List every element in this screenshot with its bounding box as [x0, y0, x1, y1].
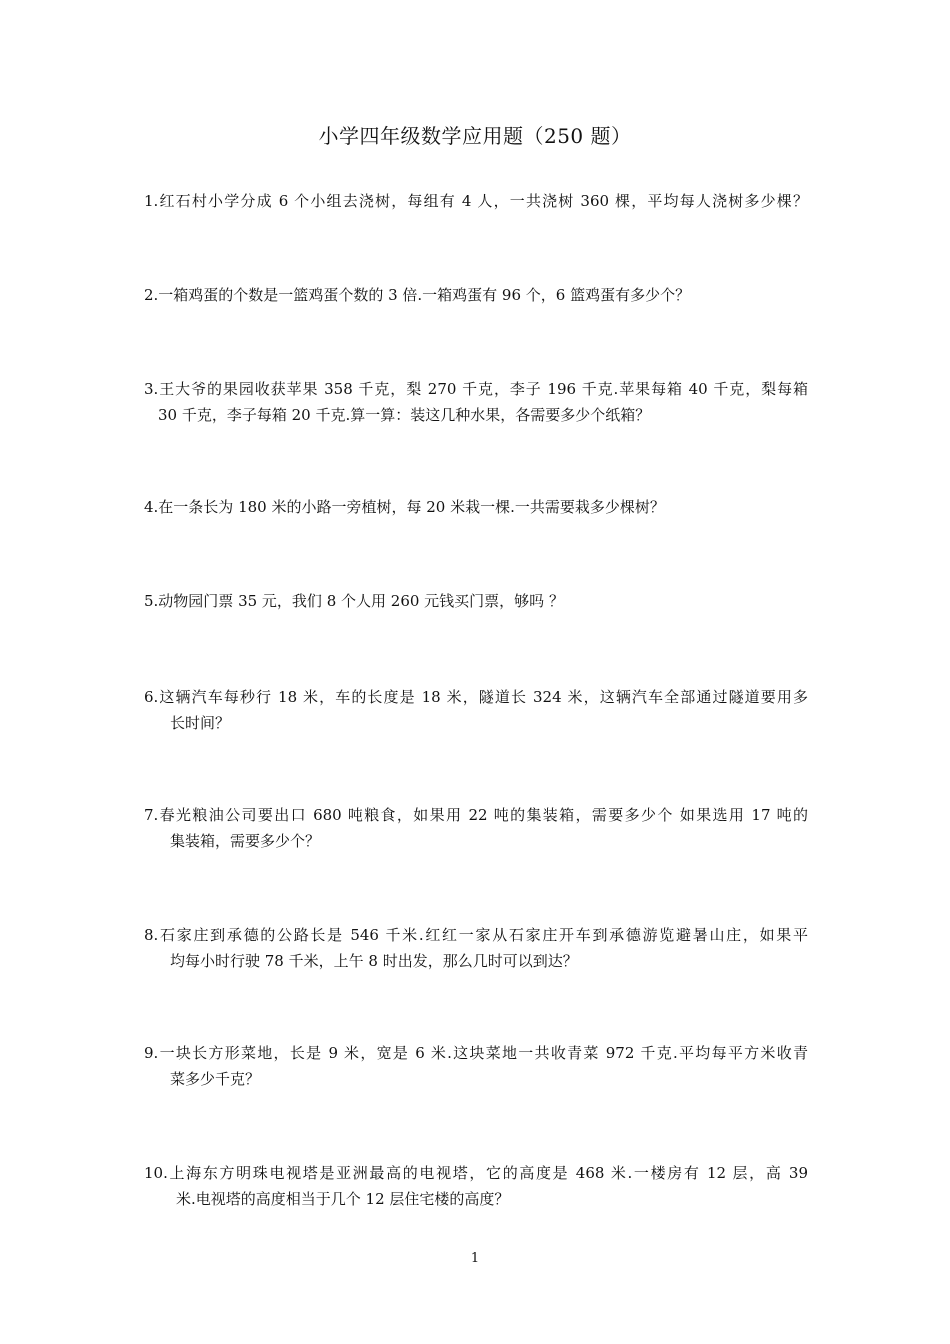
- question-6: [144, 684, 808, 736]
- question-9: [144, 1040, 808, 1092]
- question-1: [144, 188, 808, 214]
- question-7-line-2: 集装箱，需要多少个？: [170, 832, 321, 850]
- question-10-line-2: 米.电视塔的高度相当于几个 12 层住宅楼的高度？: [176, 1190, 510, 1208]
- question-6-line-1: 6.这辆汽车每秒行 18 米，车的长度是 18 米，隧道长 324 米，这辆汽车全部通过隧道要用多: [144, 688, 808, 706]
- question-3-line-1: 3.王大爷的果园收获苹果 358 千克，梨 270 千克，李子 196 千克.苹果每箱 40 千克，梨每箱: [144, 380, 808, 398]
- question-2: [144, 282, 808, 308]
- question-4-line-1: 4.在一条长为 180 米的小路一旁植树，每 20 米栽一棵.一共需要栽多少棵树？: [144, 498, 665, 516]
- question-8-line-2: 均每小时行驶 78 千米，上午 8 时出发，那么几时可以到达？: [170, 952, 578, 970]
- question-1-line-1: 1.红石村小学分成 6 个小组去浇树，每组有 4 人，一共浇树 360 棵，平均每人浇树多少棵？: [144, 192, 808, 210]
- question-6-line-2: 长时间？: [170, 714, 231, 732]
- question-2-line-1: 2.一箱鸡蛋的个数是一篮鸡蛋个数的 3 倍.一箱鸡蛋有 96 个，6 篮鸡蛋有多少个？: [144, 286, 691, 304]
- question-10-line-1: 10.上海东方明珠电视塔是亚洲最高的电视塔，它的高度是 468 米.一楼房有 12 层，高 39: [144, 1164, 808, 1182]
- document-title: 小学四年级数学应用题（250 题）: [318, 124, 632, 148]
- question-8: [144, 922, 808, 974]
- question-8-line-1: 8.石家庄到承德的公路长是 546 千米.红红一家从石家庄开车到承德游览避暑山庄，如果平: [144, 926, 808, 944]
- question-7-line-1: 7.春光粮油公司要出口 680 吨粮食，如果用 22 吨的集装箱，需要多少个 如果选用 17 吨的: [144, 806, 808, 824]
- question-4: [144, 494, 808, 520]
- question-5-line-1: 5.动物园门票 35 元，我们 8 个人用 260 元钱买门票，够吗 ？: [144, 592, 564, 610]
- question-3-line-2: 30 千克，李子每箱 20 千克.算一算：装这几种水果，各需要多少个纸箱？: [158, 406, 651, 424]
- question-7: [144, 802, 808, 854]
- question-9-line-1: 9.一块长方形菜地，长是 9 米，宽是 6 米.这块菜地一共收青菜 972 千克.平均每平方米收青: [144, 1044, 808, 1062]
- page-number: 1: [470, 1251, 480, 1266]
- question-10: [144, 1160, 808, 1212]
- question-9-line-2: 菜多少千克？: [170, 1070, 261, 1088]
- question-3: [144, 376, 808, 428]
- question-5: [144, 588, 808, 614]
